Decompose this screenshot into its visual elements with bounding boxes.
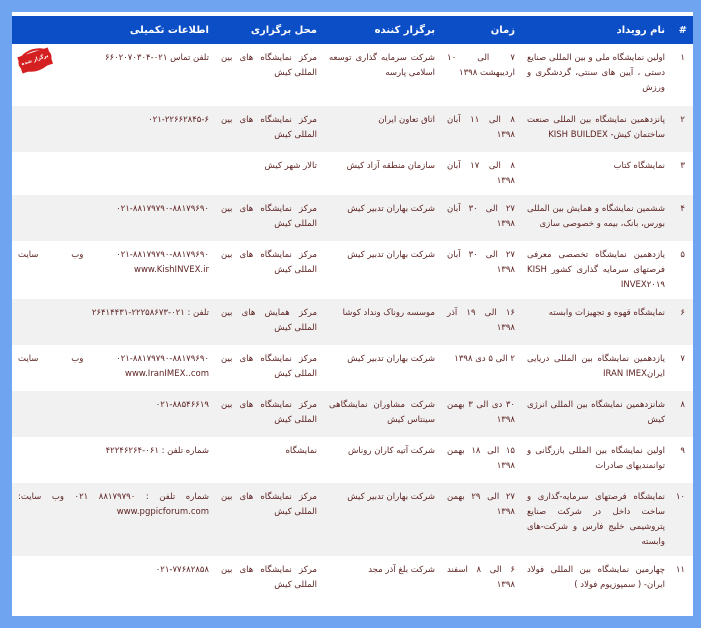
event-organizer: شرکت بهاران تدبیر کیش: [347, 250, 435, 260]
event-organizer: شرکت بهاران تدبیر کیش: [347, 204, 435, 214]
event-venue: مرکز نمایشگاه های بین المللی کیش: [221, 354, 317, 379]
header-name: نام رویداد: [616, 24, 665, 36]
table-row: [12, 44, 693, 106]
event-name: ششمین نمایشگاه و همایش بین المللی بورس، بانک، بیمه و خصوصی سازی: [527, 204, 665, 229]
event-venue: مرکز همایش های بین المللی کیش: [221, 308, 317, 333]
event-venue: مرکز نمایشگاه های بین المللی کیش: [221, 400, 317, 425]
table-header-row: [12, 16, 693, 44]
table-row: [12, 483, 693, 556]
table-row: [12, 345, 693, 391]
event-organizer: شرکت آتیه کاران روناش: [347, 446, 435, 456]
event-info: تلفن تماس ۰۲۱-۶۶۰۲۰۷۰۳۰۴: [104, 53, 209, 63]
event-info: شماره تلفن : ۸۸۱۷۹۷۹۰ ۰۲۱ وب سایت: www.pgpicforum.com: [18, 492, 209, 517]
header-num: #: [678, 24, 687, 36]
header-time: زمان: [490, 24, 515, 36]
event-time: ۱۶ الی ۱۹ آذر ۱۳۹۸: [447, 308, 515, 333]
event-time: ۱۵ الی ۱۸ بهمن ۱۳۹۸: [447, 446, 515, 471]
event-organizer: موسسه روناک ونداد کوشا: [342, 308, 435, 318]
event-organizer: سازمان منطقه آزاد کیش: [346, 161, 435, 171]
table-row: [12, 152, 693, 195]
event-name: چهارمین نمایشگاه بین المللی فولاد ایران- ( سمپوزیوم فولاد ): [527, 565, 665, 590]
event-time: ۷ الی ۱۰ اردیبهشت ۱۳۹۸: [447, 53, 515, 78]
header-organizer: برگزار کننده: [374, 24, 435, 36]
event-info: [12, 152, 215, 195]
table-row: [12, 195, 693, 241]
held-stamp-label: برگزار شده: [17, 47, 53, 73]
event-organizer: شرکت سرمایه گذاری توسعه اسلامی پارسه: [329, 53, 435, 78]
event-time: ۸ الی ۱۱ آبان ۱۳۹۸: [447, 115, 515, 140]
event-venue: مرکز نمایشگاه های بین المللی کیش: [221, 204, 317, 229]
table-row: [12, 299, 693, 345]
event-time: ۲ الی ۵ دی ۱۳۹۸: [454, 354, 515, 364]
event-organizer: اتاق تعاون ایران: [378, 115, 435, 125]
row-num: ۵: [680, 250, 685, 260]
header-info: اطلاعات تکمیلی: [129, 24, 209, 36]
event-venue: مرکز نمایشگاه های بین المللی کیش: [221, 115, 317, 140]
event-name: یازدهمین نمایشگاه بین المللی دریایی ایرانIRAN IMEX: [527, 354, 665, 379]
table-row: [12, 106, 693, 152]
event-venue: مرکز نمایشگاه های بین المللی کیش: [221, 492, 317, 517]
event-time: ۲۷ الی ۳۰ آبان ۱۳۹۸: [447, 204, 515, 229]
row-num: ۱۱: [675, 565, 685, 575]
row-num: ۱۰: [675, 492, 685, 502]
event-organizer: شرکت بهاران تدبیر کیش: [347, 492, 435, 502]
table-row: [12, 241, 693, 299]
row-num: ۹: [680, 446, 685, 456]
table-row: [12, 437, 693, 483]
row-num: ۱: [680, 53, 685, 63]
row-num: ۸: [680, 400, 685, 410]
row-num: ۲: [680, 115, 685, 125]
events-panel: [12, 12, 693, 616]
event-time: ۸ الی ۱۷ آبان ۱۳۹۸: [447, 161, 515, 186]
event-name: اولین نمایشگاه بین المللی بازرگانی و توانمندیهای صادرات: [527, 446, 665, 471]
event-info: ۰۲۱-۸۸۱۷۹۷۹۰-۸۸۱۷۹۶۹۰ وب سایت www.IranIMEX..com: [18, 354, 209, 379]
event-name: پانزدهمین نمایشگاه بین المللی صنعت ساختمان کیش- KISH BUILDEX: [527, 115, 665, 140]
event-organizer: شرکت مشاوران نمایشگاهی سینتاس کیش: [329, 400, 435, 425]
events-table: [12, 16, 693, 602]
event-name: یازدهمین نمایشگاه تخصصی معرفی فرصتهای سرمایه گذاری کشور KISH INVEX۲۰۱۹: [527, 250, 665, 290]
row-num: ۴: [680, 204, 685, 214]
event-venue: مرکز نمایشگاه های بین المللی کیش: [221, 53, 317, 78]
event-name: اولین نمایشگاه ملی و بین المللی صنایع دستی ، آیین های سنتی، گردشگری و ورزش: [527, 53, 665, 93]
event-time: ۲۷ الی ۳۰ آبان ۱۳۹۸: [447, 250, 515, 275]
event-info: ۰۲۱-۲۲۶۶۲۸۴۵-۶: [148, 115, 209, 125]
event-name: شانزدهمین نمایشگاه بین المللی انرژی کیش: [527, 400, 665, 425]
event-info: ۰۲۱-۸۸۵۴۶۶۱۹: [155, 400, 209, 410]
event-venue: مرکز نمایشگاه های بین المللی کیش: [221, 250, 317, 275]
event-name: نمایشگاه فرصتهای سرمایه-گذاری و ساخت داخل در شرکت صنایع پتروشیمی خلیج فارس و شرکت-های وابسته: [527, 492, 665, 547]
event-time: ۲۷ الی ۲۹ بهمن ۱۳۹۸: [447, 492, 515, 517]
event-info: ۰۲۱-۷۷۶۸۲۸۵۸: [155, 565, 209, 575]
table-row: [12, 391, 693, 437]
event-info: ۰۲۱-۸۸۱۷۹۷۹۰-۸۸۱۷۹۶۹۰ وب سایت www.KishINVEX.ir: [18, 250, 209, 275]
event-time: ۳۰ دی الی ۳ بهمن ۱۳۹۸: [447, 400, 515, 425]
row-num: ۶: [680, 308, 685, 318]
row-num: ۷: [680, 354, 685, 364]
table-row: [12, 556, 693, 602]
event-name: نمایشگاه کتاب: [613, 161, 665, 171]
event-organizer: شرکت بهاران تدبیر کیش: [347, 354, 435, 364]
event-info: تلفن : ۰۲۱-۲۲۲۵۸۶۷۳-۲۶۴۱۴۴۳۱: [91, 308, 209, 318]
event-info: ۰۲۱-۸۸۱۷۹۷۹۰-۸۸۱۷۹۶۹۰: [116, 204, 209, 214]
event-name: نمایشگاه قهوه و تجهیزات وابسته: [548, 308, 665, 318]
header-venue: محل برگزاری: [250, 24, 317, 36]
event-info: شماره تلفن : ۰۶۱-۴۲۲۴۶۲۶۴: [105, 446, 209, 456]
event-venue: تالار شهر کیش: [264, 161, 317, 171]
event-organizer: شرکت بلغ آذر مجد: [368, 565, 435, 575]
event-venue: مرکز نمایشگاه های بین المللی کیش: [221, 565, 317, 590]
row-num: ۳: [680, 161, 685, 171]
held-stamp-icon: [15, 44, 54, 75]
event-time: ۶ الی ۸ اسفند ۱۳۹۸: [447, 565, 515, 590]
event-venue: نمایشگاه: [285, 446, 317, 456]
event-info-cell: [12, 44, 215, 106]
